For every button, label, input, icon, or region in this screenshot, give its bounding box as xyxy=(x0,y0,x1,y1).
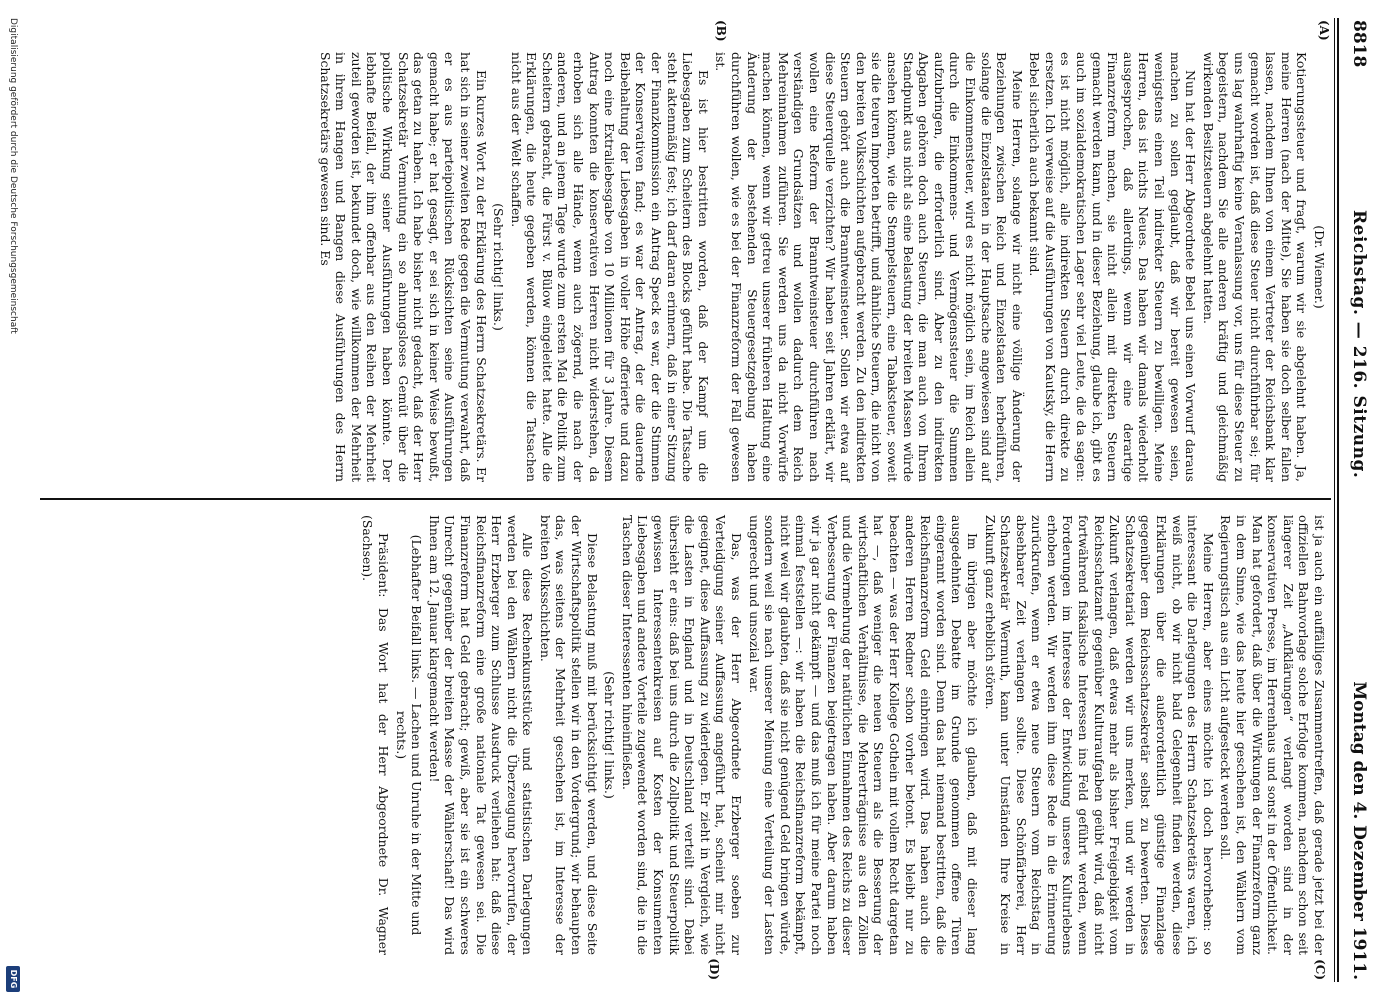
session-title: Reichstag. — 216. Sitzung. xyxy=(1349,210,1369,479)
margin-marker-a: (A) xyxy=(1317,20,1331,41)
page-header xyxy=(1343,20,1371,980)
dfg-logo-icon: DFG xyxy=(6,966,20,992)
interjection: (Sehr richtig! links.) xyxy=(491,203,507,331)
margin-marker-b: (B) xyxy=(714,20,728,42)
paragraph: Kotierungssteuer und fragt, warum wir sie abgelehnt haben. Ja, meine Herren (nach der Mitte), Sie haben sie doch selber fallen lassen, nachdem Ihnen von einem Vertreter der Reichsbank klar gemacht worden ist, daß diese Steuer nicht durchführbar sei; für uns lag wahrhaftig keine Veranlassung vor, uns für diese Steuer zu begeistern, nachdem Sie alle anderen kräftig und gleichmäßig wirkenden Besitzsteuern abgelehnt hatten. xyxy=(1200,52,1310,482)
paragraph: Im übrigen aber möchte ich glauben, daß mit dieser lang ausgedehnten Debatte im Grunde genommen offene Türen eingerannt worden sind. Denn das hat niemand bestritten, daß die Reichsfinanzreform Geld einbringen wird. Das haben auch die anderen Herren Redner schon vorher betont. Es bleibt nur zu beachten — was der Herr Kollege Gothein mit vollem Recht dargetan hat —, daß weniger die neuen Steuern als die Besserung der wirtschaftlichen Verhältnisse, die Mehrerträgnisse aus den Zöllen und die Vermehrung der natürlichen Einnahmen des Reichs zu dieser Verbesserung der Finanzen beigetragen haben. Aber darum haben wir ja gar nicht gekämpft — und das muß ich für meine Partei noch einmal feststellen —: wir haben die Reichsfinanzreform bekämpft, nicht weil wir glaubten, daß sie nicht genügend Geld bringen würde, sondern weil sie nach unserer Meinung eine Verteilung der Lasten ungerecht und unsozial war. xyxy=(746,515,980,955)
session-date: Montag den 4. Dezember 1911. xyxy=(1349,681,1369,980)
left-column xyxy=(315,52,1327,482)
paragraph: ist ja auch ein auffälliges Zusammentreffen, daß gerade jetzt bei der offiziellen Bahnvorlage solche Erfolge kommen, nachdem schon seit längerer Zeit „Aufklärungen“ verlangt worden sind in der konservativen Presse, im Herrenhaus und sonst in der Öffentlichkeit. Man hat gefordert, daß über die Wirkungen der Finanzreform ganz in dem Sinne, wie das heute hier geschehen ist, den Wählern vom Regierungstisch aus ein Licht aufgesteckt werden soll. xyxy=(1218,515,1327,955)
column-divider xyxy=(40,498,1331,500)
page-number: 8818 xyxy=(1349,20,1369,68)
right-column xyxy=(358,515,1327,955)
paragraph: Es ist hier bestritten worden, daß der Kampf um die Liebesgaben zum Scheitern des Blocks geführt habe. Die Tatsache steht aktenmäßig fest; ich darf daran erinnern, daß in einer Sitzung der Finanzkommission ein Antrag Speck es war, der die Stimmen der Konservativen fand; es war der Antrag, der die dauernde Beibehaltung der Liebesgaben in voller Höhe offerierte und dazu noch eine Extraliebesgabe von 10 Millionen für 3 Jahre. Diesem Antrag konnten die konservativen Herren nicht widerstehen, da erhoben sich alle Hände, wenn auch zögernd, die nach der anderen, und an jenem Tage wurde zum ersten Mal die Politik zum Scheitern gebracht, die Fürst v. Bülow eingeleitet hatte. Alle die Erklärungen, die heute gegeben werden, können die Tatsachen nicht aus der Welt schaffen. xyxy=(508,52,711,482)
interjection: (Lebhafter Beifall links. — Lachen und Unruhe in der Mitte und rechts.) xyxy=(393,534,425,936)
paragraph: Ein kurzes Wort zu der Erklärung des Herrn Schatzsekretärs. Er hat sich in seiner zweiten Rede gegen die Vermutung verwahrt, daß er es aus parteipolitischen Rücksichten seine Ausführungen gemacht habe; er hat gesagt, er sei sich in keiner Weise bewußt, das getan zu haben. Ich habe bisher nicht gedacht, daß der Herr Schatzsekretär Vermutung ein so ahnungsloses Gemüt über die politische Wirkung seiner Ausführungen haben könnte. Der lebhafte Beifall, der ihm offenbar aus den Reihen der Mehrheit zuteil geworden ist, bekundet doch, wie willkommen der Mehrheit in ihrem Hangen und Bangen diese Ausführungen des Herrn Schatzsekretärs gewesen sind. Es xyxy=(317,52,489,482)
paragraph: Das, was der Herr Abgeordnete Erzberger soeben zur Verteidigung seiner Auffassung angeführt hat, scheint mir nicht geeignet, diese Auffassung zu widerlegen. Er zieht in Vergleich, wie die Lasten in England und in Deutschland verteilt sind. Dabei übersieht er eins: daß bei uns durch die Zollpolitik und Steuerpolitik gewissen Interessentenkreisen auf Kosten der Konsumenten Liebesgaben und andere Vorteile zugewendet worden sind, die in die Taschen dieser Interessenten hineinfließen. xyxy=(619,515,745,955)
digitization-credit: Digitalisierung gefördert durch die Deutsche Forschungsgemeinschaft xyxy=(8,18,18,334)
header-rule-thin xyxy=(1334,18,1335,982)
interjection: (Sehr richtig! links.) xyxy=(602,671,618,799)
paragraph: Diese Belastung muß mit berücksichtigt werden, und diese Seite der Wirtschaftspolitik stellen wir in den Vordergrund; wir behaupten das, was seitens der Mehrheit geschehen ist, im Interesse der breiten Volksschichten. xyxy=(537,515,600,955)
paragraph: Meine Herren, solange wir nicht eine völlige Änderung der Beziehungen zwischen Reich und Einzelstaaten herbeiführen, solange die Einzelstaaten in der Hauptsache angewiesen sind auf die Einkommensteuer, wird es nicht möglich sein, im Reich allein durch die Einkommens- und Vermögenssteuer die Summen aufzubringen, die erforderlich sind. Aber zu den indirekten Abgaben gehören doch auch Steuern, die man auch von Ihrem Standpunkt aus nicht als eine Belastung der breiten Massen würde ansehen können, wie die Stempelsteuern, eine Tabaksteuer, soweit sie die teuren Importen betrifft, und ähnliche Steuern, die nicht von den breiten Volksschichten aufgebracht werden. Zu den indirekten Steuern gehört auch die Branntweinsteuer. Sollen wir etwa auf diese Steuerquelle verzichten? Wir haben seit Jahren erklärt, wir wollen eine Reform der Branntweinsteuer durchführen nach verständigen Grundsätzen und wollen dadurch dem Reich Mehreinnahmen zuführen. Sie werden uns da nicht Vorwürfe machen können, wenn wir getreu unserer früheren Haltung eine Änderung der bestehenden Steuergesetzgebung haben durchführen wollen, wie es bei der Finanzreform der Fall gewesen ist. xyxy=(713,52,1025,482)
header-rule xyxy=(1337,18,1339,982)
margin-marker-d: (D) xyxy=(707,958,721,980)
page-footer xyxy=(4,18,20,998)
president-statement: Präsident: Das Wort hat der Herr Abgeordnete Dr. Wagner (Sachsen). xyxy=(360,515,391,955)
paragraph: Meine Herren, aber eines möchte ich doch hervorheben: so interessant die Darlegungen des Herrn Schatzsekretärs waren, ich weiß nicht, ob wir nicht bald Gelegenheit finden werden, diese Erklärungen über die außerordentlich günstige Finanzlage gegenüber dem Reichsschatzsekretär selbst zu bewerten. Dieses Schatzsekretariat werden wir uns merken, und wir werden in Zukunft verlangen, daß etwas mehr als bisher Freigebigkeit vom Reichsschatzamt gegenüber Kulturaufgaben geübt wird, daß nicht fortwährend fiskalische Interessen ins Feld geführt werden, wenn Forderungen im Interesse der Entwicklung unseres Kulturlebens erhoben werden. Wir werden ihm diese Rede in die Erinnerung zurückrufen, wenn er etwa neue Steuern vom Reichstag in absehbarer Zeit verlangen sollte. Diese Schönfärberei, Herr Schatzsekretär Wermuth, kann unter Umständen Ihre Kreise in Zukunft ganz erheblich stören. xyxy=(982,515,1216,955)
paragraph: Nun hat der Herr Abgeordnete Bebel uns einen Vorwurf daraus machen zu sollen geglaubt, daß wir bereit gewesen seien, wenigstens einen Teil indirekter Steuern zu bewilligen. Meine Herren, das ist nichts Neues. Das haben wir damals wiederholt ausgesprochen, daß allerdings, wenn wir eine derartige Finanzreform machen, sie nicht allein mit direkten Steuern gemacht werden kann, und in dieser Beziehung, glaube ich, gibt es auch im sozialdemokratischen Lager sehr viel Leute, die da sagen: es ist nicht möglich, alle indirekten Steuern durch direkte zu ersetzen. Ich verweise auf die Ausführungen von Kautsky, die Herrn Bebel sicherlich auch bekannt sind. xyxy=(1027,52,1199,482)
paragraph: Alle diese Rechenkunststücke und statistischen Darlegungen werden bei den Wählern nicht die Überzeugung hervorrufen, der Herr Erzberger zum Schlusse Ausdruck verliehen hat: daß diese Reichsfinanzreform eine große nationale Tat gewesen sei. Die Finanzreform hat Geld gebracht; gewiß, aber sie ist ein schweres Unrecht gegenüber der breiten Masse der Wählerschaft! Das wird Ihnen am 12. Januar klargemacht werden! xyxy=(426,515,536,955)
speaker-label: (Dr. Wiemer.) xyxy=(1312,225,1327,309)
margin-marker-c: (C) xyxy=(1313,959,1327,980)
